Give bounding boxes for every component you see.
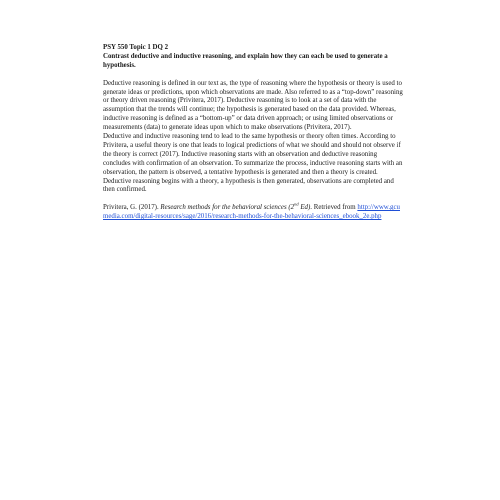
document-body — [103, 44, 403, 222]
paragraph-comparison: Deductive and inductive reasoning tend to lead to the same hypothesis or theory often times. According to Privitera, a useful theory is one that leads to logical predictions of what we should and should not observe if the theory is correct (2017). Inductive reasoning starts with an observation and deductive reasoning concludes with confirmation of an observation. To summarize the process, inductive reasoning starts with an observation, the pattern is observed, a tentative hypothesis is generated and then a theory is created. Deductive reasoning begins with a theory, a hypothesis is then generated, observations are completed and then confirmed. — [103, 133, 403, 194]
spacer — [103, 195, 403, 204]
spacer — [103, 71, 403, 80]
reference-title-end: Ed) — [298, 204, 311, 212]
discussion-prompt: Contrast deductive and inductive reasoning, and explain how they can each be used to generate a hypothesis. — [103, 52, 388, 69]
reference-url-link[interactable]: http://www.gcumedia.com/digital-resources/sage/2016/research-methods-for-the-behavioral-sciences_ebook_2e.php — [103, 204, 400, 221]
reference-retrieved: . Retrieved from — [310, 204, 358, 212]
reference-entry — [103, 201, 403, 222]
document-title: PSY 550 Topic 1 DQ 2 — [103, 44, 169, 51]
reference-author-year: Privitera, G. (2017). — [103, 204, 161, 212]
reference-book-title — [160, 201, 311, 212]
reference-edition-sup: nd — [294, 201, 299, 207]
reference-title-start: Research methods for the behavioral sciences (2 — [160, 204, 295, 212]
paragraph-deductive-inductive-definitions: Deductive reasoning is defined in our text as, the type of reasoning where the hypothesis or theory is used to generate ideas or predictions, upon which observations are made. Also referred to as a “top-down” reasoning or theory driven reasoning (Privitera, 2017). Deductive reasoning is to look at a set of data with the assumption that the trends will continue; the hypothesis is generated based on the data provided. Whereas, inductive reasoning is defined as a “bottom-up” or data driven approach; or using limited observations or measurements (data) to generate ideas upon which to make observations (Privitera, 2017). — [103, 79, 403, 132]
